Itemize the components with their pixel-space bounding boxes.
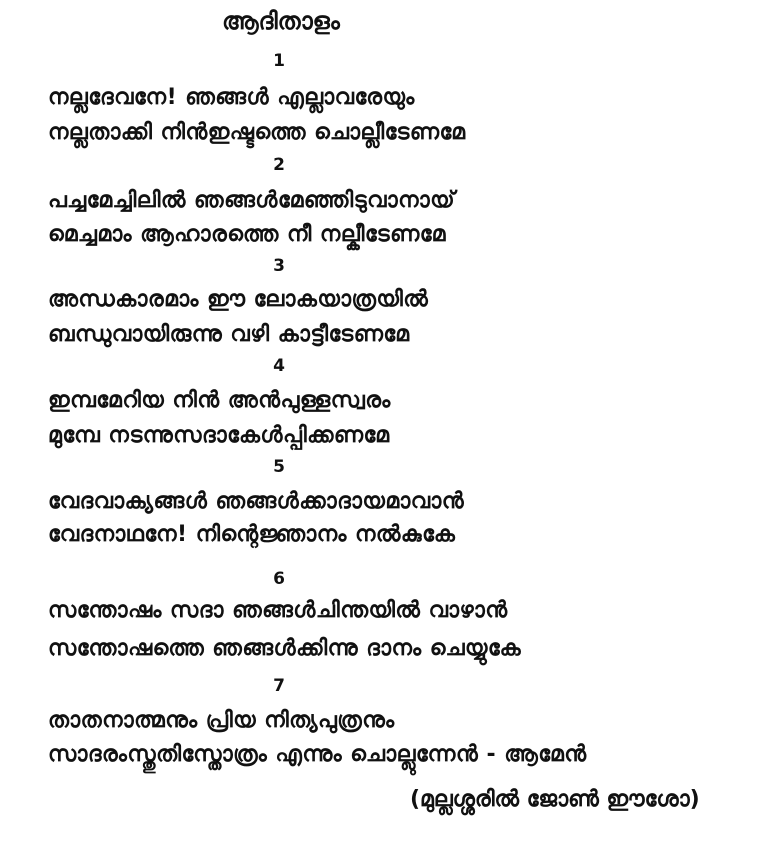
stanza-line: ബന്ധുവായിരുന്നു വഴി കാട്ടീടേണമേ bbox=[48, 322, 410, 347]
stanza-line: വേദനാഥനേ! നിന്റെജ്ഞാനം നൽകുകേ bbox=[48, 522, 456, 547]
stanza-number: 5 bbox=[273, 457, 285, 477]
stanza-number: 3 bbox=[273, 256, 285, 276]
stanza-line: അന്ധകാരമാം ഈ ലോകയാത്രയിൽ bbox=[48, 287, 429, 312]
stanza-number: 4 bbox=[273, 356, 285, 376]
hymn-title: ആദിതാളം bbox=[222, 7, 340, 35]
stanza-line: ഇമ്പമേറിയ നിൻ അൻപുള്ളസ്വരം bbox=[48, 388, 391, 413]
author-attribution: (മുല്ലശ്ശരിൽ ജോൺ ഈശോ) bbox=[410, 787, 700, 812]
stanza-line: നല്ലതാക്കി നിൻഇഷ്ടത്തെ ചൊല്ലീടേണമേ bbox=[48, 120, 466, 145]
stanza-number: 1 bbox=[273, 51, 285, 71]
stanza-line: മുമ്പേ നടന്നുസദാകേൾപ്പിക്കണമേ bbox=[48, 423, 390, 448]
stanza-line: സാദരംസ്തുതിസ്തോത്രം എന്നും ചൊല്ലുന്നേൻ - ആമേൻ bbox=[48, 742, 587, 767]
stanza-line: വേദവാക്യങ്ങൾ ഞങ്ങൾക്കാദായമാവാൻ bbox=[48, 489, 465, 514]
stanza-line: മെച്ചമാം ആഹാരത്തെ നീ നല്കീടേണമേ bbox=[48, 222, 446, 247]
stanza-line: സന്തോഷം സദാ ഞങ്ങൾചിന്തയിൽ വാഴാൻ bbox=[48, 598, 508, 623]
stanza-number: 7 bbox=[273, 676, 285, 696]
stanza-number: 6 bbox=[273, 569, 285, 589]
stanza-line: നല്ലദേവനേ! ഞങ്ങൾ എല്ലാവരേയും bbox=[48, 85, 415, 110]
stanza-line: സന്തോഷത്തെ ഞങ്ങൾക്കിന്നു ദാനം ചെയ്യുകേ bbox=[48, 636, 522, 661]
stanza-line: താതനാത്മനും പ്രിയ നിത്യപുത്രനും bbox=[48, 708, 395, 733]
stanza-number: 2 bbox=[273, 155, 285, 175]
stanza-line: പച്ചമേച്ചിലിൽ ഞങ്ങൾമേഞ്ഞിടുവാനായ് bbox=[48, 188, 456, 213]
